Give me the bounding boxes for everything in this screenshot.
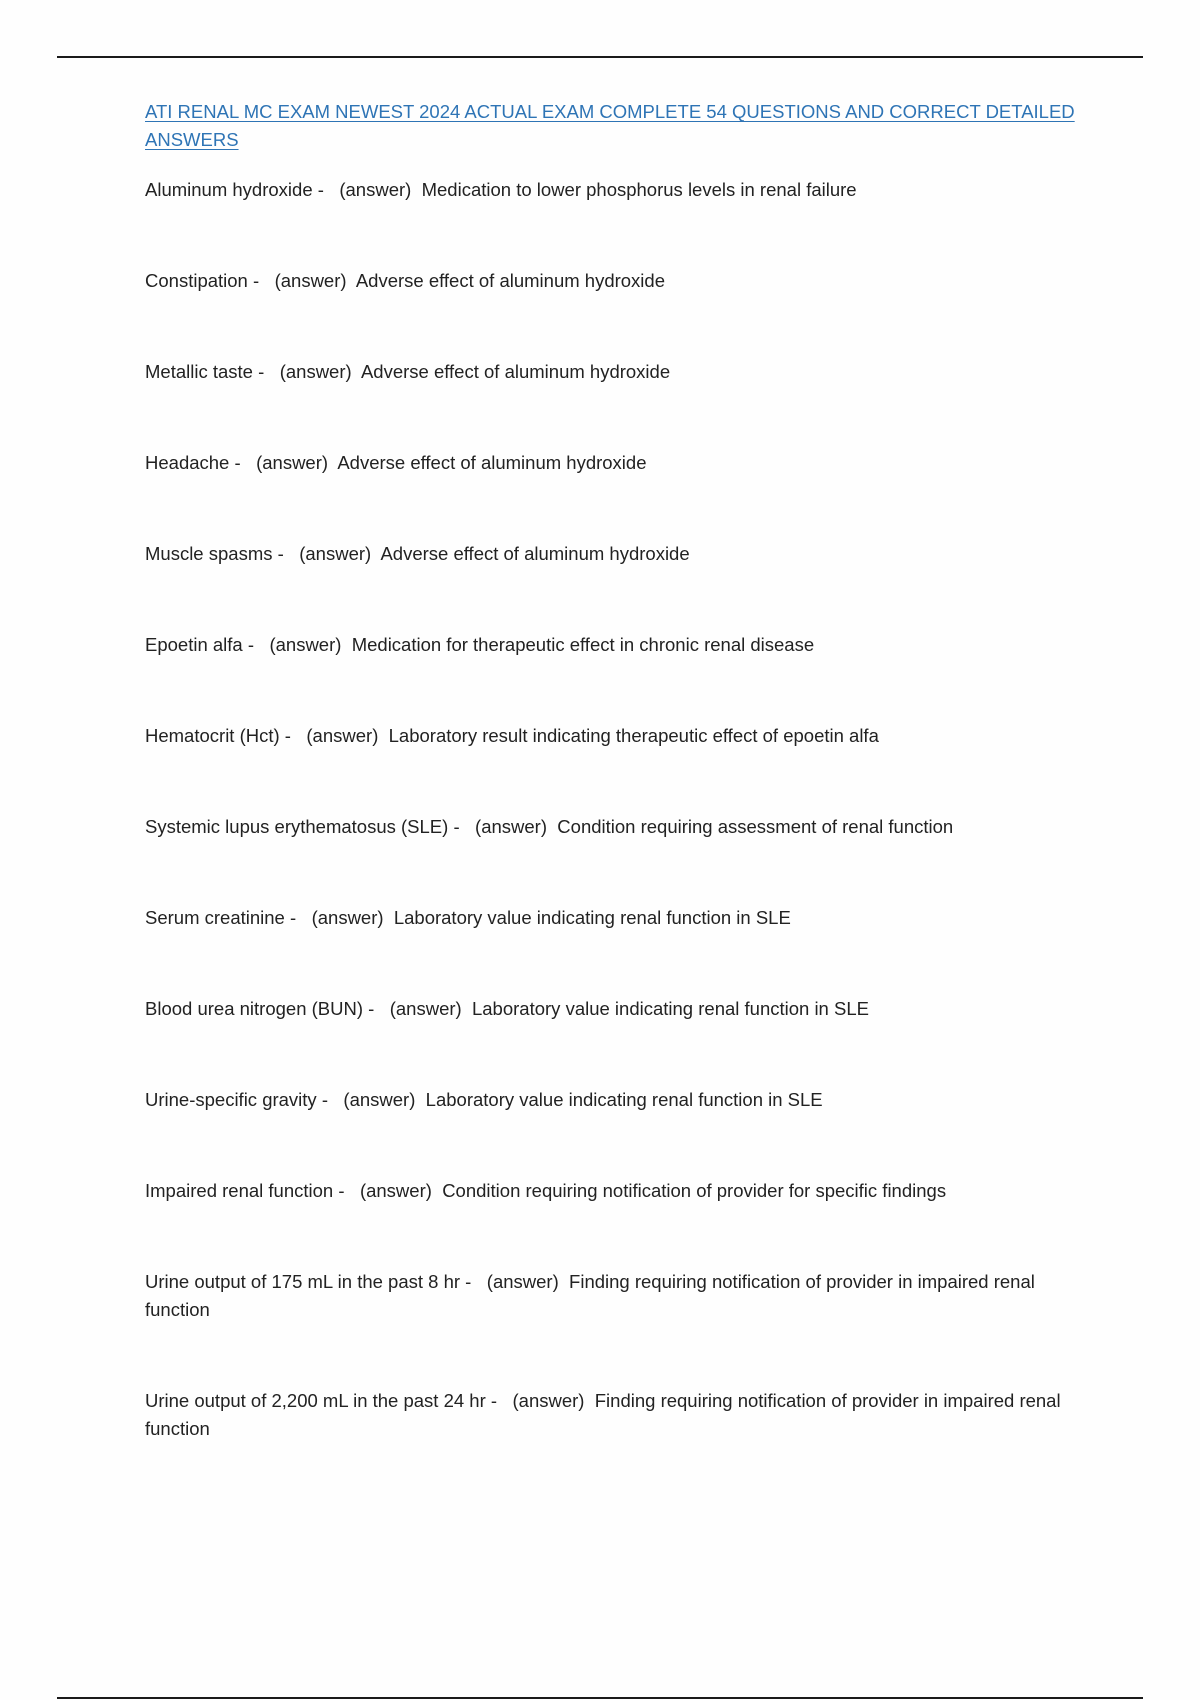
qa-item: Urine-specific gravity - (answer) Laboratory value indicating renal function in SLE	[145, 1089, 823, 1110]
answer-tag: (answer)	[306, 725, 379, 746]
qa-term: Hematocrit (Hct)	[145, 725, 280, 746]
qa-item: Urine output of 2,200 mL in the past 24 hr - (answer) Finding requiring notification of provider in impaired renal function	[145, 1390, 1061, 1439]
answer-tag: (answer)	[343, 1089, 416, 1110]
answer-tag: (answer)	[512, 1390, 585, 1411]
qa-term: Headache	[145, 452, 230, 473]
qa-item: Epoetin alfa - (answer) Medication for therapeutic effect in chronic renal disease	[145, 634, 815, 655]
answer-tag: (answer)	[256, 452, 329, 473]
document-title-link[interactable]: ATI RENAL MC EXAM NEWEST 2024 ACTUAL EXAM COMPLETE 54 QUESTIONS AND CORRECT DETAILED ANSWERS	[145, 101, 1075, 150]
qa-answer: Medication for therapeutic effect in chronic renal disease	[351, 634, 815, 655]
qa-item: Urine output of 175 mL in the past 8 hr - (answer) Finding requiring notification of provider in impaired renal function	[145, 1271, 1035, 1320]
header-rule	[57, 56, 1143, 58]
qa-answer: Finding requiring notification of provider in impaired renal function	[145, 1390, 1061, 1439]
qa-item: Blood urea nitrogen (BUN) - (answer) Laboratory value indicating renal function in SLE	[145, 998, 869, 1019]
qa-term: Impaired renal function	[145, 1180, 334, 1201]
qa-answer: Laboratory result indicating therapeutic effect of epoetin alfa	[388, 725, 879, 746]
qa-term: Constipation	[145, 270, 248, 291]
qa-term: Systemic lupus erythematosus (SLE)	[145, 816, 449, 837]
qa-item: Aluminum hydroxide - (answer) Medication to lower phosphorus levels in renal failure	[145, 179, 857, 200]
qa-term: Serum creatinine	[145, 907, 285, 928]
answer-tag: (answer)	[269, 634, 342, 655]
qa-item: Headache - (answer) Adverse effect of aluminum hydroxide	[145, 452, 647, 473]
answer-tag: (answer)	[389, 998, 462, 1019]
footer-rule	[57, 1697, 1143, 1699]
qa-term: Muscle spasms	[145, 543, 273, 564]
qa-term: Urine output of 175 mL in the past 8 hr	[145, 1271, 461, 1292]
qa-answer: Condition requiring notification of provider for specific findings	[442, 1180, 947, 1201]
qa-answer: Adverse effect of aluminum hydroxide	[337, 452, 647, 473]
qa-term: Urine-specific gravity	[145, 1089, 317, 1110]
qa-term: Urine output of 2,200 mL in the past 24 hr	[145, 1390, 486, 1411]
qa-item: Constipation - (answer) Adverse effect of aluminum hydroxide	[145, 270, 665, 291]
answer-tag: (answer)	[311, 907, 384, 928]
qa-term: Metallic taste	[145, 361, 253, 382]
qa-answer: Medication to lower phosphorus levels in renal failure	[421, 179, 857, 200]
qa-item: Hematocrit (Hct) - (answer) Laboratory result indicating therapeutic effect of epoetin alfa	[145, 725, 879, 746]
qa-answer: Laboratory value indicating renal function in SLE	[471, 998, 869, 1019]
qa-term: Epoetin alfa	[145, 634, 243, 655]
qa-item: Serum creatinine - (answer) Laboratory value indicating renal function in SLE	[145, 907, 791, 928]
qa-answer: Adverse effect of aluminum hydroxide	[355, 270, 665, 291]
qa-answer: Condition requiring assessment of renal function	[557, 816, 954, 837]
qa-answer: Adverse effect of aluminum hydroxide	[380, 543, 690, 564]
answer-tag: (answer)	[359, 1180, 432, 1201]
qa-item: Impaired renal function - (answer) Condition requiring notification of provider for specific findings	[145, 1180, 947, 1201]
qa-item: Systemic lupus erythematosus (SLE) - (answer) Condition requiring assessment of renal function	[145, 816, 954, 837]
qa-list	[145, 176, 1085, 1443]
answer-tag: (answer)	[486, 1271, 559, 1292]
qa-term: Aluminum hydroxide	[145, 179, 313, 200]
qa-item: Muscle spasms - (answer) Adverse effect of aluminum hydroxide	[145, 543, 690, 564]
answer-tag: (answer)	[279, 361, 352, 382]
qa-answer: Laboratory value indicating renal function in SLE	[393, 907, 791, 928]
qa-item: Metallic taste - (answer) Adverse effect of aluminum hydroxide	[145, 361, 671, 382]
answer-tag: (answer)	[475, 816, 548, 837]
answer-tag: (answer)	[299, 543, 372, 564]
document-body	[145, 98, 1085, 1443]
qa-answer: Laboratory value indicating renal function in SLE	[425, 1089, 823, 1110]
qa-answer: Finding requiring notification of provider in impaired renal function	[145, 1271, 1035, 1320]
qa-term: Blood urea nitrogen (BUN)	[145, 998, 363, 1019]
answer-tag: (answer)	[339, 179, 412, 200]
answer-tag: (answer)	[274, 270, 347, 291]
qa-answer: Adverse effect of aluminum hydroxide	[360, 361, 671, 382]
